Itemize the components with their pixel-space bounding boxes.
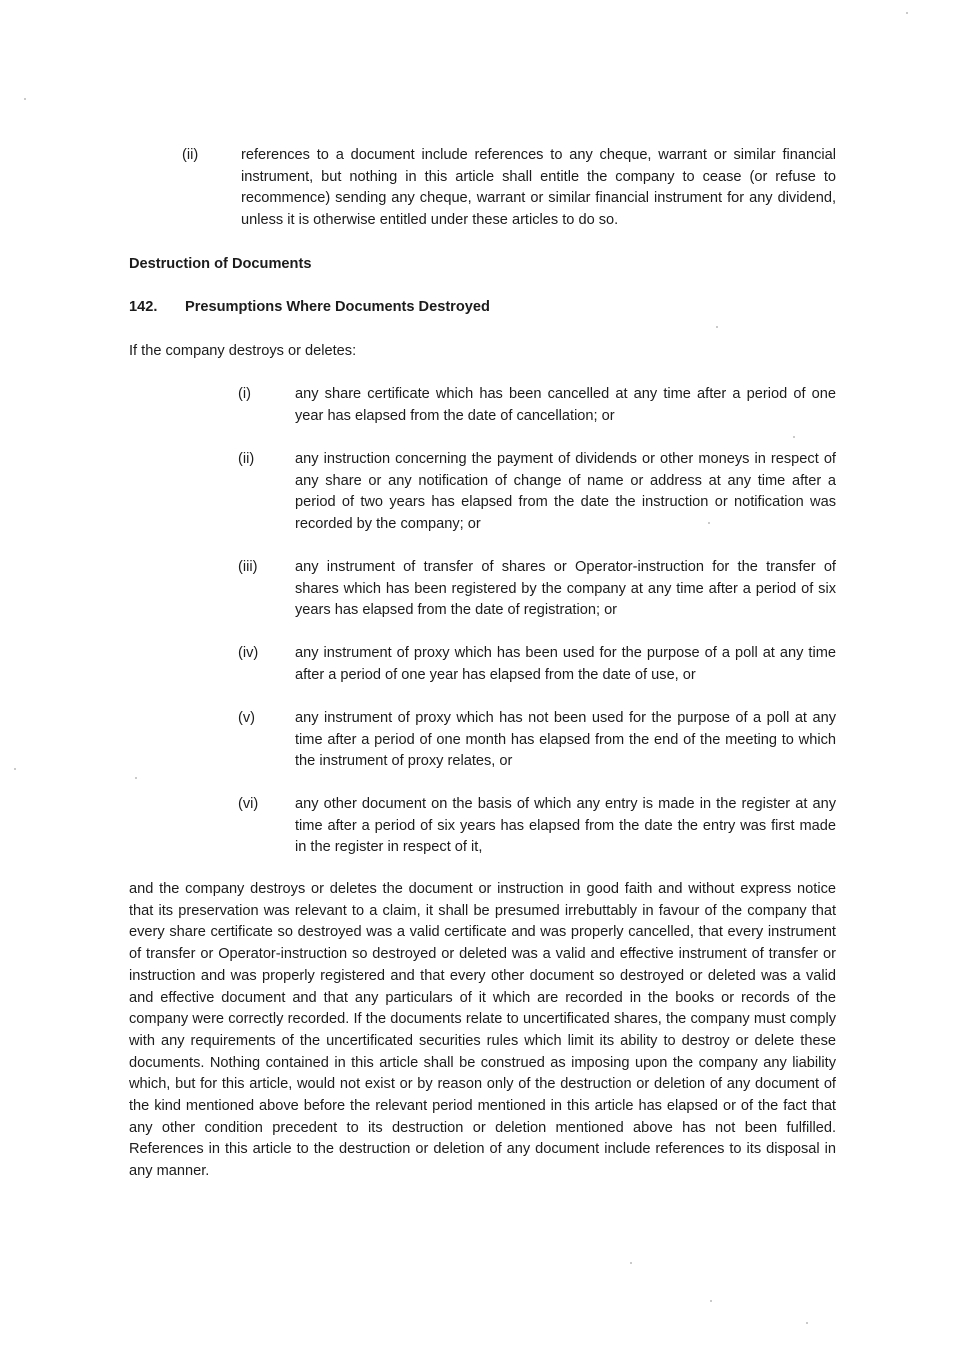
list-item-text: any instrument of proxy which has been used for the purpose of a poll at any time after a period of one year has elapsed from the date of use, or xyxy=(295,645,836,683)
list-item-text: any share certificate which has been cancelled at any time after a period of one year has elapsed from the date of cancellation; or xyxy=(295,386,836,424)
list-item-text: any instrument of transfer of shares or Operator-instruction for the transfer of shares which has been registered by the company at any time after a period of six years has elapsed from the date of registration; or xyxy=(295,559,836,619)
list-item-number: (iii) xyxy=(238,559,258,575)
scan-speck xyxy=(806,1322,808,1324)
scan-speck xyxy=(14,768,16,770)
list-item-text: any other document on the basis of which any entry is made in the register at any time after a period of six years has elapsed from the date the entry was first made in the register in respect of it, xyxy=(295,796,836,856)
scan-speck xyxy=(793,436,795,438)
list-item-text: any instrument of proxy which has not been used for the purpose of a poll at any time after a period of one month has elapsed from the end of the meeting to which the instrument of proxy relates, or xyxy=(295,710,836,770)
top-item-number: (ii) xyxy=(182,147,199,163)
intro-text: If the company destroys or deletes: xyxy=(129,343,357,359)
scan-speck xyxy=(135,777,137,779)
list-item-number: (i) xyxy=(238,386,251,402)
scan-speck xyxy=(24,98,26,100)
top-item-text: references to a document include references to any cheque, warrant or similar financial instrument, but nothing in this article shall entitle the company to cease (or refuse to recommence) sending any cheque, warrant or similar financial instrument for any dividend, unless it is otherwise entitled under these articles to do so. xyxy=(241,147,836,229)
scan-speck xyxy=(716,326,718,328)
scan-speck xyxy=(906,12,908,14)
closing-paragraph: and the company destroys or deletes the document or instruction in good faith and without express notice that its preservation was relevant to a claim, it shall be presumed irrebuttably in favour of the company that every share certificate so destroyed was a valid certificate and was properly cancelled, that every instrument of transfer or Operator-instruction so destroyed or deleted was a valid and effective instrument of transfer or instruction and was properly registered and that every other document so destroyed or deleted was a valid and effective document and that any particulars of it which are recorded in the books or records of the company were correctly recorded. If the documents relate to uncertificated shares, the company must comply with any requirements of the uncertificated securities rules which limit its ability to destroy or delete these documents. Nothing contained in this article shall be construed as imposing upon the company any liability which, but for this article, would not exist or by reason only of the destruction or deletion of any document of the kind mentioned above before the relevant period mentioned in this article has elapsed or of the fact that any other condition precedent to its destruction or deletion mentioned above has not been fulfilled. References in this article to the destruction or deletion of any document include references to its disposal in any manner. xyxy=(129,881,836,1180)
list-item-number: (ii) xyxy=(238,451,255,467)
list-item-text: any instruction concerning the payment of dividends or other moneys in respect of any share or any notification of change of name or address at any time after a period of two years has elapsed from the date the instruction or notification was recorded by the company; or xyxy=(295,451,836,533)
article-number: 142. xyxy=(129,299,158,315)
list-item-number: (vi) xyxy=(238,796,259,812)
section-heading: Destruction of Documents xyxy=(129,256,312,272)
scan-speck xyxy=(630,1262,632,1264)
list-item-number: (iv) xyxy=(238,645,259,661)
article-title: Presumptions Where Documents Destroyed xyxy=(185,299,490,315)
scan-speck xyxy=(710,1300,712,1302)
list-item-number: (v) xyxy=(238,710,256,726)
